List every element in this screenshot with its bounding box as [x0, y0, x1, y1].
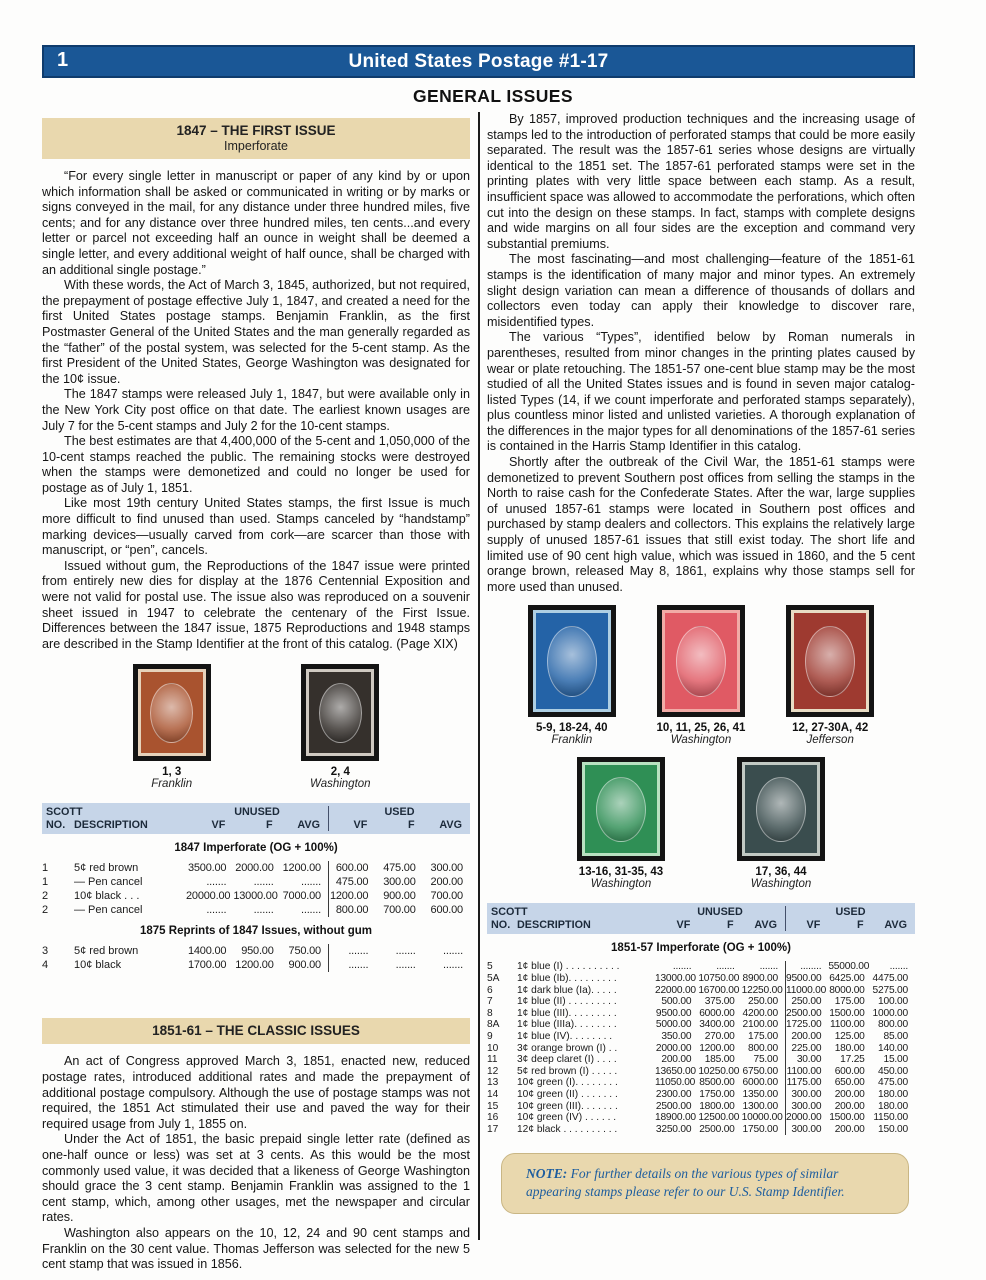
table-cell: 1150.00	[873, 1112, 908, 1124]
table-cell: 30.00	[785, 1054, 828, 1066]
table-cell: 300.00	[785, 1124, 828, 1136]
table-cell: 1¢ blue (Ib). . . . . . . . .	[517, 973, 617, 984]
table-cell: .......	[328, 944, 375, 958]
table-cell: 6000.00	[699, 1007, 735, 1019]
table-cell: 1800.00	[699, 1100, 735, 1112]
table-cell: 3¢ deep claret (I) . . . .	[517, 1054, 617, 1066]
table-cell: 7000.00	[282, 890, 321, 903]
right-intro-text	[487, 112, 915, 595]
paragraph: The various “Types”, identified below by Roman numerals in parentheses, resulted from minor changes in the printing plates caused by wear or plate retouching. The 1851-57 one-cent blue stamp may be the most studied of all the United States issues and is found in seven major catalog-listed Types (14, if we count imperforate and perforated stamps separately), plus countless minor listed and unlisted varieties. A thorough explanation of the differences in the major types for all denominations of the 1857-61 series is contained in the Harris Stamp Identifier in this catalog.	[487, 330, 915, 454]
stamp-portrait-oval	[756, 777, 806, 842]
table-cell: 1000.00	[872, 1007, 908, 1019]
table-cell: 475.00	[383, 862, 416, 875]
table-cell: 22000.00	[655, 984, 696, 996]
stamp-image	[301, 664, 379, 761]
table-cell: 1¢ blue (IIIa). . . . . . . .	[517, 1019, 617, 1031]
note-text: For further details on the various types of similar appearing stamps please refer to our U.S. Stamp Identifier.	[526, 1166, 845, 1199]
table-cell: 2	[42, 890, 49, 903]
table-cell: 375.00	[704, 996, 735, 1008]
table-cell: 2500.00	[699, 1123, 735, 1135]
table-cell: 600.00	[834, 1065, 865, 1077]
paragraph: The best estimates are that 4,400,000 of the 5-cent and 1,050,000 of the 10-cent stamps reached the public. The remaining stocks were destroyed when the stamps were demonetized and could no longer be used for postage as of July 1, 1851.	[42, 434, 470, 495]
table-row	[42, 875, 470, 889]
table-cell: 900.00	[288, 959, 321, 972]
table-cell: 10¢ green (II) . . . . . . .	[517, 1088, 618, 1100]
table-cell: 175.00	[748, 1030, 778, 1042]
col-no: NO.	[46, 818, 66, 831]
table-cell: 8500.00	[699, 1077, 735, 1089]
table-cell: 5¢ red brown	[74, 945, 139, 958]
table-cell: 10¢ green (III). . . . . . .	[517, 1100, 618, 1112]
table-cell: 250.00	[785, 996, 828, 1008]
table-cell: 1350.00	[742, 1088, 778, 1100]
page-header-bar	[42, 45, 915, 78]
table-cell: 175.00	[834, 996, 865, 1008]
table-cell: 300.00	[430, 862, 463, 875]
col-used: USED	[328, 806, 470, 819]
table-cell: 2000.00	[655, 1042, 692, 1054]
table-cell: 12	[487, 1065, 499, 1077]
section-1847-text	[42, 169, 470, 652]
price-table-1847	[42, 803, 470, 972]
stamp-portrait-oval	[547, 626, 597, 697]
table-cell: 11000.00	[785, 985, 828, 997]
table-cell: 1500.00	[829, 1007, 865, 1019]
table-cell: 3400.00	[699, 1019, 735, 1031]
table-cell: 85.00	[883, 1030, 908, 1042]
table-cell: 1¢ blue (I) . . . . . . . . . .	[517, 961, 620, 973]
table-cell: 75.00	[753, 1054, 778, 1066]
table-cell: 600.00	[430, 904, 463, 917]
table-cell: 200.00	[430, 876, 463, 889]
table-cell: 17	[487, 1123, 499, 1135]
table-cell: 11050.00	[655, 1077, 696, 1089]
table-cell: 2100.00	[742, 1019, 778, 1031]
col-avg-used: AVG	[439, 818, 462, 831]
table-cell: 1	[42, 862, 49, 875]
table-cell: — Pen cancel	[74, 904, 143, 917]
table-cell: 1725.00	[785, 1019, 828, 1031]
table-cell: 800.00	[748, 1042, 778, 1054]
col-used: USED	[785, 906, 915, 919]
table-cell: 15	[487, 1100, 499, 1112]
table-cell: 1100.00	[829, 1019, 865, 1031]
paragraph: With these words, the Act of March 3, 1845, authorized, but not required, the prepayment of postage effective July 1, 1847, and created a need for the first United States postage stamps. Benjamin Franklin, as the first Postmaster General of the United States and the man generally regarded as the “father” of the postal system, was selected for the 5-cent stamp. As the first President of the United States, George Washington was designated for the 10¢ issue.	[42, 278, 470, 386]
table-cell: 750.00	[288, 945, 321, 958]
table-section-label: 1847 Imperforate (OG + 100%)	[174, 842, 338, 855]
table-cell: .......	[328, 958, 375, 972]
stamp-portrait-oval	[150, 683, 193, 743]
table-section-label: 1875 Reprints of 1847 Issues, without gum	[140, 925, 372, 938]
table-cell: 150.00	[878, 1123, 908, 1135]
paragraph: The most fascinating—and most challenging—feature of the 1851-61 stamps is the identification of many major and minor types. An extremely slight design variation can mean a difference of thousands of dollars and collectors even today can apply their knowledge to discover rare, misidentified types.	[487, 252, 915, 329]
stamp-name: Washington	[750, 878, 812, 891]
table-cell: 200.00	[785, 1031, 828, 1043]
table-rows-1851	[487, 961, 915, 1135]
col-f-unused: F	[727, 918, 734, 931]
table-cell: 250.00	[748, 996, 778, 1008]
table-cell: 6	[487, 984, 493, 996]
stamp-caption: 13-16, 31-35, 43	[578, 866, 664, 879]
stamp-caption: 5-9, 18-24, 40	[535, 722, 608, 735]
table-cell: 4	[42, 959, 49, 972]
stamp-figure	[528, 605, 616, 747]
table-cell: .......	[395, 945, 416, 958]
table-cell: 5A	[487, 973, 500, 984]
table-cell: 180.00	[834, 1042, 865, 1054]
col-vf-used: VF	[328, 819, 375, 832]
col-avg-unused: AVG	[297, 818, 320, 831]
table-cell: 4200.00	[742, 1007, 778, 1019]
stamps-row-1847	[42, 664, 470, 791]
table-cell: 180.00	[878, 1088, 908, 1100]
table-cell: 6000.00	[742, 1077, 778, 1089]
stamp-image	[133, 664, 211, 761]
table-row	[487, 1066, 915, 1078]
stamp-caption: 17, 36, 44	[755, 866, 807, 879]
section-subtitle: Imperforate	[224, 139, 288, 153]
col-avg-unused: AVG	[754, 918, 777, 931]
table-cell: 450.00	[878, 1065, 908, 1077]
table-cell: 18900.00	[655, 1112, 696, 1124]
table-cell: 100.00	[878, 996, 908, 1008]
table-rows-1875	[42, 944, 470, 972]
note-label: NOTE:	[526, 1166, 568, 1182]
col-description: DESCRIPTION	[74, 818, 148, 831]
stamp-name: Washington	[670, 734, 732, 747]
table-cell: 140.00	[878, 1042, 908, 1054]
table-cell: 500.00	[661, 996, 692, 1008]
table-cell: .......	[442, 959, 463, 972]
stamp-caption: 2, 4	[330, 766, 350, 779]
section-title: 1851-61 – THE CLASSIC ISSUES	[152, 1023, 360, 1039]
table-row	[487, 1031, 915, 1043]
table-cell: 3250.00	[655, 1123, 692, 1135]
stamp-caption: 10, 11, 25, 26, 41	[656, 722, 746, 735]
col-vf-unused: VF	[211, 818, 226, 831]
stamp-figure	[301, 664, 379, 791]
table-cell: 650.00	[834, 1077, 865, 1089]
section-title: 1847 – THE FIRST ISSUE	[176, 123, 336, 138]
paragraph: “For every single letter in manuscript or paper of any kind by or upon which information shall be asked or communicated in writing or by marks or signs conveyed in the mail, for any distance under three hundred miles, five cents; and for any distance over three hundred miles, ten cents...and every letter or parcel not exceeding half an ounce in weight shall be deemed a single letter, and every additional weight of half ounce, shall be charged with an additional single postage.”	[42, 169, 470, 277]
stamp-image	[737, 757, 825, 861]
table-row	[487, 961, 915, 973]
paragraph: By 1857, improved production techniques and the increasing usage of stamps led to the introduction of perforated stamps that could be more easily separated. The result was the 1857-61 series whose designs are virtually identical to the 1851 set. The 1857-61 perforated stamps were set in the printing plates with very little space between each stamp. As a result, insufficient space was allowed to accommodate the perforations, which often cut into the design on these stamps. In fact, stamps with complete designs and wide margins on all four sides are the exception and command very substantial premiums.	[487, 112, 915, 251]
stamp-name: Franklin	[551, 734, 593, 747]
table-cell: 300.00	[785, 1089, 828, 1101]
table-cell: 1500.00	[829, 1112, 865, 1124]
table-cell: .......	[889, 961, 908, 973]
table-header	[42, 803, 470, 834]
table-cell: 1¢ dark blue (Ia). . . . .	[517, 984, 617, 996]
table-cell: 13650.00	[655, 1065, 696, 1077]
table-row	[487, 1019, 915, 1031]
table-cell: 200.00	[661, 1054, 692, 1066]
stamp-figure	[737, 757, 825, 891]
table-cell: 9500.00	[655, 1007, 692, 1019]
table-cell: 185.00	[704, 1054, 735, 1066]
table-cell: 10250.00	[698, 1065, 740, 1077]
table-cell: 180.00	[878, 1100, 908, 1112]
table-cell: .......	[716, 961, 735, 973]
stamp-figure	[133, 664, 211, 791]
col-f-used: F	[408, 818, 415, 831]
table-cell: 2500.00	[655, 1100, 692, 1112]
table-row	[487, 1077, 915, 1089]
table-cell: 8900.00	[742, 973, 778, 984]
table-cell: 10000.00	[741, 1112, 783, 1124]
col-unused: UNUSED	[697, 906, 743, 919]
table-cell: 1300.00	[742, 1100, 778, 1112]
table-cell: 3	[42, 945, 49, 958]
table-cell: 4475.00	[872, 973, 908, 984]
table-cell: 2500.00	[785, 1008, 828, 1020]
table-row	[42, 861, 470, 875]
stamp-portrait-oval	[676, 626, 726, 697]
stamp-figure	[577, 757, 665, 891]
table-row	[487, 973, 915, 985]
stamps-row-1851-top	[487, 605, 915, 747]
table-cell: 1100.00	[785, 1066, 828, 1078]
table-cell: 1400.00	[187, 945, 227, 958]
table-cell: 1175.00	[785, 1077, 828, 1089]
table-cell: 475.00	[328, 875, 375, 889]
table-cell: 1¢ blue (IV). . . . . . . .	[517, 1030, 613, 1042]
table-cell: 475.00	[878, 1077, 908, 1089]
table-cell: 16	[487, 1112, 499, 1124]
stamp-name: Washington	[310, 778, 371, 791]
header-title: United States Postage #1-17	[348, 50, 609, 72]
col-description: DESCRIPTION	[517, 918, 591, 931]
table-cell: .......	[300, 876, 321, 889]
table-cell: 800.00	[328, 903, 375, 917]
table-cell: 600.00	[328, 861, 375, 875]
stamp-image	[657, 605, 745, 717]
table-cell: 225.00	[785, 1043, 828, 1055]
column-divider	[478, 112, 480, 1240]
table-cell: 200.00	[834, 1100, 865, 1112]
table-header	[487, 903, 915, 934]
paragraph: Issued without gum, the Reproductions of the 1847 issue were printed from entirely new dies for display at the 1876 Centennial Exposition and were not valid for postal use. The issue also was reproduced on a souvenir sheet issued in 1947 to celebrate the centenary of the First Issue. Differences between the 1847 issue, 1875 Reproductions and 1948 stamps are described in the Stamp Identifier at the front of this catalog. (Page XIX)	[42, 558, 470, 651]
table-cell: 10	[487, 1042, 499, 1054]
table-row	[487, 1124, 915, 1136]
table-row	[487, 985, 915, 997]
table-cell: 200.00	[834, 1123, 865, 1135]
col-f-used: F	[857, 918, 864, 931]
table-cell: 6425.00	[829, 973, 865, 984]
table-cell: 13000.00	[655, 973, 696, 984]
table-cell: .......	[300, 904, 321, 917]
table-cell: .......	[206, 876, 227, 889]
col-no: NO.	[491, 918, 511, 931]
table-row	[42, 958, 470, 972]
table-cell: 10¢ green (IV) . . . . . .	[517, 1112, 617, 1124]
col-scott: SCOTT	[491, 906, 528, 919]
left-column	[42, 118, 470, 1273]
table-cell: 300.00	[383, 876, 416, 889]
col-vf-unused: VF	[676, 918, 691, 931]
stamp-name: Washington	[590, 878, 652, 891]
table-cell: 270.00	[704, 1030, 735, 1042]
table-cell: 12500.00	[698, 1112, 740, 1124]
table-cell: 1¢ blue (II) . . . . . . . . .	[517, 996, 617, 1008]
stamp-figure	[786, 605, 874, 747]
paragraph: The 1847 stamps were released July 1, 1847, but were available only in the New York City post office on that date. The earliest known usages are July 7 for the 5-cent stamps and July 2 for the 10-cent stamps.	[42, 387, 470, 433]
table-cell: 12¢ black . . . . . . . . . .	[517, 1123, 618, 1135]
stamp-name: Jefferson	[806, 734, 854, 747]
table-cell: 9500.00	[785, 973, 828, 985]
stamp-caption: 12, 27-30A, 42	[792, 722, 869, 735]
table-cell: 5¢ red brown	[74, 862, 139, 875]
table-cell: .......	[253, 904, 274, 917]
table-row	[487, 996, 915, 1008]
table-cell: 1200.00	[328, 889, 375, 903]
table-cell: 13	[487, 1077, 499, 1089]
table-cell: 9	[487, 1030, 493, 1042]
table-cell: 10750.00	[698, 973, 740, 984]
table-cell: 12250.00	[741, 984, 783, 996]
price-table-1851	[487, 903, 915, 1135]
col-f-unused: F	[266, 818, 273, 831]
stamp-image	[528, 605, 616, 717]
col-unused: UNUSED	[234, 806, 280, 819]
table-cell: 3¢ orange brown (I) . .	[517, 1042, 618, 1054]
stamp-portrait-oval	[596, 777, 646, 842]
table-row	[487, 1089, 915, 1101]
table-cell: 15.00	[883, 1054, 908, 1066]
table-cell: 1200.00	[282, 862, 321, 875]
table-cell: 1700.00	[187, 959, 227, 972]
stamp-portrait-oval	[805, 626, 855, 697]
col-scott: SCOTT	[46, 806, 83, 819]
table-cell: — Pen cancel	[74, 876, 143, 889]
right-column	[487, 112, 915, 1214]
table-cell: 5	[487, 961, 493, 973]
note-box	[501, 1153, 909, 1214]
table-cell: .......	[253, 876, 274, 889]
paragraph: An act of Congress approved March 3, 1851, enacted new, reduced postage rates, introduced additional rates and made the prepayment of additional postage compulsory. Although the use of postage stamps was not required, the 1851 Act stimulated their use and paved the way for their required usage from July 1, 1855 on.	[42, 1054, 470, 1131]
table-cell: 1200.00	[235, 959, 274, 972]
table-row	[42, 889, 470, 903]
table-cell: 1200.00	[699, 1042, 735, 1054]
stamp-figure	[657, 605, 746, 747]
paragraph: Like most 19th century United States stamps, the first Issue is much more difficult to find unused than used. Stamps canceled by “handstamp” marking devices—usually carved from cork—are scarcer than those with manuscript, or “pen”, cancels.	[42, 496, 470, 558]
table-cell: 200.00	[834, 1088, 865, 1100]
table-cell: 8000.00	[829, 984, 865, 996]
table-cell: 16700.00	[698, 984, 740, 996]
stamp-portrait-oval	[319, 683, 362, 743]
table-row	[487, 1101, 915, 1113]
table-cell: .......	[442, 945, 463, 958]
table-cell: 14	[487, 1088, 499, 1100]
table-cell: 350.00	[661, 1030, 692, 1042]
section-1851-text	[42, 1054, 470, 1272]
table-cell: .......	[759, 961, 778, 973]
table-row	[487, 1008, 915, 1020]
table-cell: 1¢ blue (III). . . . . . . . .	[517, 1007, 617, 1019]
table-row	[487, 1112, 915, 1124]
table-cell: 3500.00	[187, 862, 227, 875]
table-cell: 2	[42, 904, 49, 917]
table-cell: 700.00	[383, 904, 416, 917]
table-cell: 1	[42, 876, 49, 889]
table-cell: 7	[487, 996, 493, 1008]
table-cell: 20000.00	[186, 890, 231, 903]
table-cell: 11	[487, 1054, 498, 1066]
table-cell: 8A	[487, 1019, 500, 1031]
table-cell: 10¢ black	[74, 959, 122, 972]
table-rows-1847	[42, 861, 470, 917]
table-cell: .......	[395, 959, 416, 972]
table-cell: 1750.00	[699, 1088, 735, 1100]
table-cell: 13000.00	[233, 890, 278, 903]
stamp-name: Franklin	[151, 778, 193, 791]
table-cell: 2000.00	[785, 1112, 828, 1124]
table-cell: .......	[206, 904, 227, 917]
table-cell: 700.00	[430, 890, 463, 903]
paragraph: Under the Act of 1851, the basic prepaid single letter rate (defined as one-half ounce or less) was set at 3 cents. As this would be the most commonly used value, it was decided that a likeness of George Washington should grace the 3 cent stamp. Benjamin Franklin was assigned to the 1 cent stamp, which, among other usages, met the newspaper and circular rates.	[42, 1132, 470, 1225]
table-cell: 5¢ red brown (I) . . . . .	[517, 1065, 618, 1077]
stamps-row-1851-bottom	[487, 757, 915, 891]
table-cell: 125.00	[834, 1030, 865, 1042]
table-cell: 10¢ black . . .	[74, 890, 140, 903]
table-row	[487, 1054, 915, 1066]
table-row	[487, 1043, 915, 1055]
col-avg-used: AVG	[884, 918, 907, 931]
stamp-image	[786, 605, 874, 717]
table-section-label: 1851-57 Imperforate (OG + 100%)	[611, 942, 791, 955]
page-number: 1	[57, 49, 69, 71]
table-cell: 2000.00	[235, 862, 274, 875]
table-cell: 55000.00	[828, 961, 870, 973]
stamp-caption: 1, 3	[162, 766, 182, 779]
table-cell: 5275.00	[872, 984, 908, 996]
table-cell: 900.00	[383, 890, 416, 903]
col-vf-used: VF	[785, 919, 828, 932]
table-cell: ........	[785, 961, 828, 973]
table-cell: 8	[487, 1007, 493, 1019]
table-cell: 300.00	[785, 1101, 828, 1113]
paragraph: Washington also appears on the 10, 12, 24 and 90 cent stamps and Franklin on the 30 cent value. Thomas Jefferson was selected for the new 5 cent stamp that was issued in 1856.	[42, 1225, 470, 1272]
section-header-1847	[42, 118, 470, 159]
table-cell: 2300.00	[655, 1088, 692, 1100]
table-cell: 1750.00	[742, 1123, 778, 1135]
table-cell: 5000.00	[655, 1019, 692, 1031]
table-cell: 800.00	[878, 1019, 908, 1031]
table-cell: 10¢ green (I). . . . . . . .	[517, 1077, 618, 1089]
table-row	[42, 944, 470, 958]
table-cell: 950.00	[241, 945, 274, 958]
table-cell: 6750.00	[742, 1065, 778, 1077]
section-header-1851	[42, 1018, 470, 1044]
page-title: GENERAL ISSUES	[413, 86, 573, 106]
stamp-image	[577, 757, 665, 861]
table-cell: .......	[672, 961, 692, 973]
table-cell: 17.25	[840, 1054, 865, 1066]
paragraph: Shortly after the outbreak of the Civil War, the 1851-61 stamps were demonetized to prevent Southern post offices from selling the stamps in the North to raise cash for the Confederate States. After the war, large supplies of unused 1857-61 stamps were located in Southern post offices and purchased by stamp dealers and collectors. This explains the relatively large supply of unused 1857-61 issues that still exist today. The short life and limited use of 90 cent high value, which was issued in 1860, and the 5 cent orange brown, released May 8, 1861, explains why those stamps sell for more used than unused.	[487, 455, 915, 594]
table-row	[42, 903, 470, 917]
